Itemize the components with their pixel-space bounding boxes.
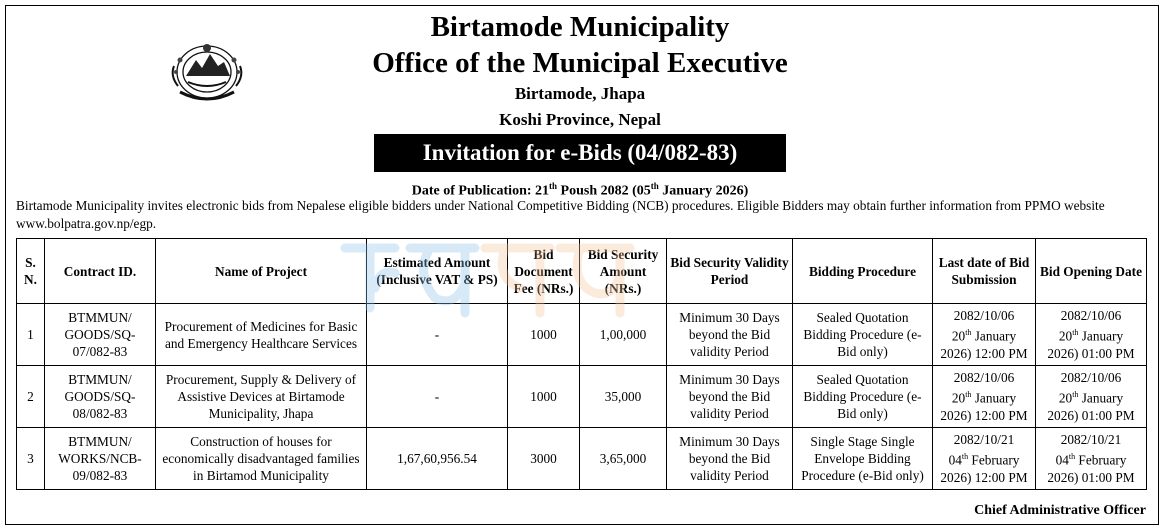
table-row <box>17 366 1147 428</box>
cell-last-date: 2082/10/21 04th February 2026) 12:00 PM <box>933 428 1036 490</box>
cell-procedure: Sealed Quotation Bidding Procedure (e-Bid only) <box>793 304 933 366</box>
intro-paragraph: Birtamode Municipality invites electronic bids from Nepalese eligible bidders under National Competitive Bidding (NCB) procedures. Eligible Bidders may obtain further information from PPMO website www.bolpatra.gov.np/egp. <box>16 198 1105 231</box>
header-project: Name of Project <box>156 239 367 304</box>
cell-project: Procurement, Supply & Delivery of Assistive Devices at Birtamode Municipality, Jhapa <box>156 366 367 428</box>
cell-security: 35,000 <box>580 366 667 428</box>
cell-procedure: Sealed Quotation Bidding Procedure (e-Bid only) <box>793 366 933 428</box>
cell-sn: 1 <box>17 304 45 366</box>
cell-amount: - <box>367 304 508 366</box>
cell-contract-id: BTMMUN/ WORKS/NCB- 09/082-83 <box>45 428 156 490</box>
signatory-title: Chief Administrative Officer <box>974 503 1146 518</box>
table-header-row <box>17 239 1147 304</box>
cell-amount: - <box>367 366 508 428</box>
cell-amount: 1,67,60,956.54 <box>367 428 508 490</box>
header-last-date: Last date of Bid Submission <box>933 239 1036 304</box>
cell-last-date: 2082/10/06 20th January 2026) 12:00 PM <box>933 304 1036 366</box>
cell-last-date: 2082/10/06 20th January 2026) 12:00 PM <box>933 366 1036 428</box>
cell-procedure: Single Stage Single Envelope Bidding Procedure (e-Bid only) <box>793 428 933 490</box>
cell-security: 1,00,000 <box>580 304 667 366</box>
header-security: Bid Security Amount (NRs.) <box>580 239 667 304</box>
header-opening: Bid Opening Date <box>1036 239 1147 304</box>
header-contract-id: Contract ID. <box>45 239 156 304</box>
cell-doc-fee: 1000 <box>508 304 580 366</box>
cell-opening: 2082/10/06 20th January 2026) 01:00 PM <box>1036 366 1147 428</box>
cell-validity: Minimum 30 Days beyond the Bid validity Period <box>667 428 793 490</box>
address-line-2: Koshi Province, Nepal <box>499 110 661 129</box>
address-line-1: Birtamode, Jhapa <box>514 84 646 103</box>
cell-sn: 3 <box>17 428 45 490</box>
header-doc-fee: Bid Document Fee (NRs.) <box>508 239 580 304</box>
publication-date: Date of Publication: 21th Poush 2082 (05th January 2026) <box>411 181 749 199</box>
cell-doc-fee: 1000 <box>508 366 580 428</box>
cell-doc-fee: 3000 <box>508 428 580 490</box>
header-sn: S. N. <box>17 239 45 304</box>
table-row <box>17 428 1147 490</box>
cell-sn: 2 <box>17 366 45 428</box>
header-amount: Estimated Amount (Inclusive VAT & PS) <box>367 239 508 304</box>
header-procedure: Bidding Procedure <box>793 239 933 304</box>
cell-contract-id: BTMMUN/ GOODS/SQ- 08/082-83 <box>45 366 156 428</box>
bids-table <box>16 238 1147 490</box>
table-row <box>17 304 1147 366</box>
cell-contract-id: BTMMUN/ GOODS/SQ- 07/082-83 <box>45 304 156 366</box>
cell-project: Construction of houses for economically disadvantaged families in Birtamod Municipality <box>156 428 367 490</box>
header-validity: Bid Security Validity Period <box>667 239 793 304</box>
invitation-banner: Invitation for e-Bids (04/082-83) <box>374 134 786 172</box>
cell-opening: 2082/10/06 20th January 2026) 01:00 PM <box>1036 304 1147 366</box>
cell-security: 3,65,000 <box>580 428 667 490</box>
cell-project: Procurement of Medicines for Basic and Emergency Healthcare Services <box>156 304 367 366</box>
municipality-title: Birtamode Municipality <box>430 11 730 43</box>
cell-validity: Minimum 30 Days beyond the Bid validity Period <box>667 304 793 366</box>
office-title: Office of the Municipal Executive <box>372 47 788 79</box>
cell-opening: 2082/10/21 04th February 2026) 01:00 PM <box>1036 428 1147 490</box>
cell-validity: Minimum 30 Days beyond the Bid validity Period <box>667 366 793 428</box>
